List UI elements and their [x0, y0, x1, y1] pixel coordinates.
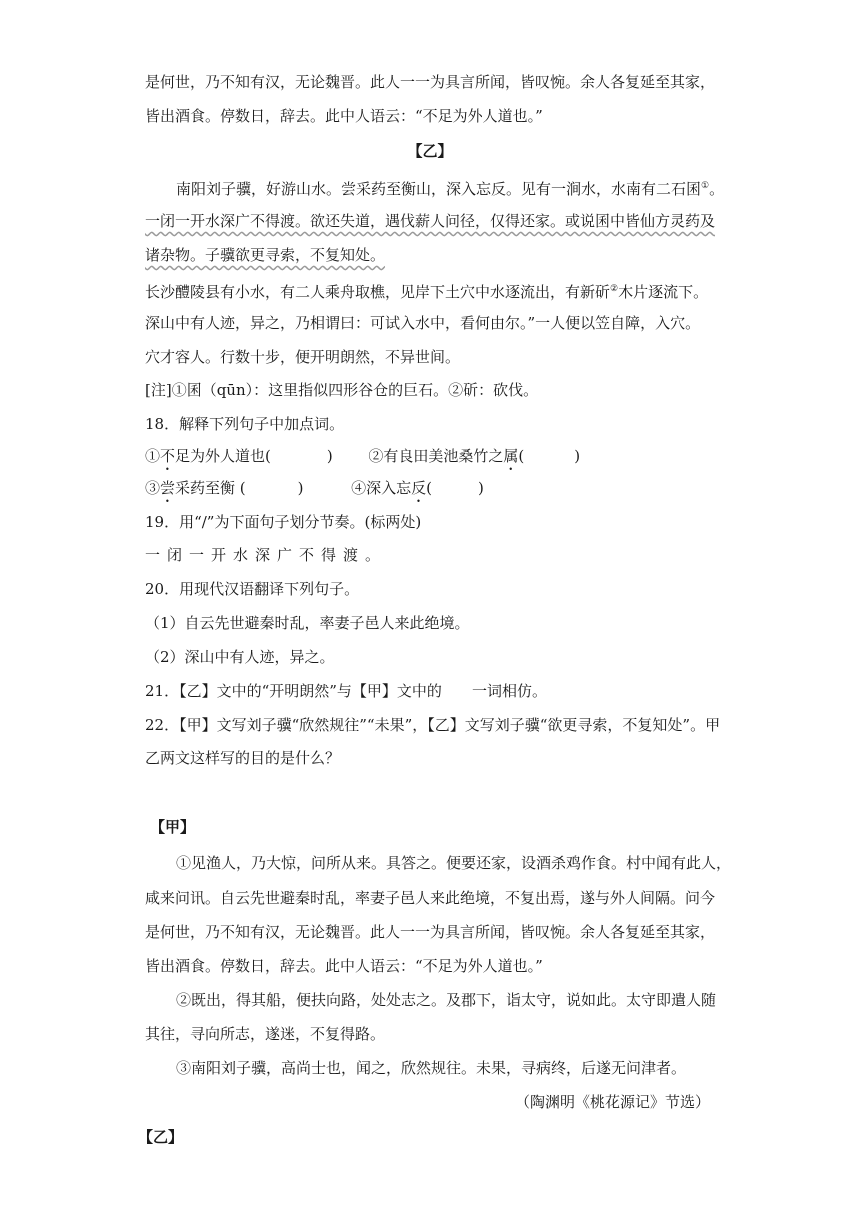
- q18-item-1-text: 足为外人道也(: [175, 447, 271, 465]
- footnote-marker-2: ②: [610, 284, 619, 294]
- q18-item-3: [145, 479, 304, 497]
- jia-p2-line-2: 其往，寻向所志，遂迷，不复得路。: [145, 1025, 386, 1043]
- yi-heading-bottom: 【乙】: [138, 1128, 184, 1146]
- question-20-item-2: （2）深山中有人迹，异之。: [145, 648, 335, 666]
- jia-p1-line-4: 皆出酒食。停数日，辞去。此中人语云：“不足为外人道也。”: [145, 957, 543, 975]
- top-passage-line-2: 皆出酒食。停数日，辞去。此中人语云：“不足为外人道也。”: [145, 107, 543, 125]
- q18-item-3-close: ): [297, 479, 304, 497]
- yi-p1-line-2: 一闭一开水深广不得渡。欲还失道，遇伐薪人问径，仅得还家。或说囷中皆仙方灵药及: [145, 212, 716, 230]
- q18-item-1-close: ): [326, 447, 333, 465]
- q18-item-3-text: 采药至衡 (: [175, 479, 246, 497]
- yi-p1-line-3: 诸杂物。子骥欲更寻索，不复知处。: [145, 246, 386, 264]
- jia-p1-line-2: 咸来问讯。自云先世避秦时乱，率妻子邑人来此绝境，不复出焉，遂与外人间隔。问今: [145, 889, 716, 907]
- question-18-items-row-2: [145, 478, 484, 506]
- yi-p2-line-1: [145, 279, 708, 302]
- jia-p3-line-1: ③南阳刘子骥，高尚士也，闻之，欣然规往。未果，寻病终，后遂无问津者。: [176, 1059, 687, 1077]
- question-18: 18．解释下列句子中加点词。: [145, 415, 345, 433]
- yi-p2-line-2: 深山中有人迹，异之，乃相谓曰：可试入水中，看何由尔。”一人便以笠自障，入穴。: [145, 314, 701, 332]
- yi-p1-line-1-end: 。: [709, 180, 725, 198]
- jia-p1-line-3: 是何世，乃不知有汉，无论魏晋。此人一一为具言所闻，皆叹惋。余人各复延至其家，: [145, 923, 716, 941]
- yi-p1-line-1-text: 南阳刘子骥，好游山水。尝采药至衡山，深入忘反。见有一涧水，水南有二石囷: [176, 180, 702, 198]
- yi-heading: 【乙】: [407, 142, 453, 160]
- q18-item-4-dotted-word: 反: [411, 479, 427, 497]
- q18-item-2-prefix: ②有良田美池桑竹之: [368, 447, 504, 465]
- jia-source: （陶渊明《桃花源记》节选）: [514, 1093, 710, 1111]
- q18-item-4: [351, 479, 484, 497]
- question-21-end: 一词相仿。: [471, 682, 547, 700]
- question-19-sentence: 一闭一开水深广不得渡。: [145, 546, 388, 564]
- yi-p1-line-1: [176, 176, 724, 199]
- q18-item-1: [145, 447, 333, 465]
- question-22-line-1: 22．【甲】文写刘子骥“欣然规往”“未果”，【乙】文写刘子骥“欲更寻索，不复知处”。甲: [145, 716, 721, 734]
- question-20: 20．用现代汉语翻译下列句子。: [145, 580, 360, 598]
- question-21-text: 21．【乙】文中的“开明朗然”与【甲】文中的: [145, 682, 442, 700]
- question-19: 19．用“/”为下面句子划分节奏。(标两处): [145, 513, 422, 531]
- q18-item-2-close: ): [574, 447, 581, 465]
- q18-item-2-text: (: [518, 447, 525, 465]
- q18-item-4-close: ): [477, 479, 484, 497]
- jia-p1-line-1: ①见渔人，乃大惊，问所从来。具答之。便要还家，设酒杀鸡作食。村中闻有此人，: [176, 854, 732, 872]
- top-passage-line-1: 是何世，乃不知有汉，无论魏晋。此人一一为具言所闻，皆叹惋。余人各复延至其家，: [145, 73, 716, 91]
- annotation-note: [注]①囷（qūn）：这里指似四形谷仓的巨石。②斫：砍伐。: [145, 381, 539, 399]
- yi-p2-line-1-text: 长沙醴陵县有小水，有二人乘舟取樵，见岸下土穴中水逐流出，有新斫: [145, 283, 611, 301]
- question-22-line-2: 乙两文这样写的目的是什么？: [145, 749, 341, 767]
- q18-item-2-dotted-word: 属: [503, 447, 519, 465]
- q18-item-1-dotted-word: 不: [160, 447, 176, 465]
- jia-heading: 【甲】: [150, 818, 196, 836]
- q18-item-4-prefix: ④深入忘: [351, 479, 412, 497]
- question-20-item-1: （1）自云先世避秦时乱，率妻子邑人来此绝境。: [145, 614, 470, 632]
- footnote-marker-1: ①: [701, 181, 710, 191]
- q18-item-3-prefix: ③: [145, 479, 161, 497]
- q18-item-2: [368, 447, 580, 465]
- q18-item-1-prefix: ①: [145, 447, 161, 465]
- q18-item-4-text: (: [426, 479, 432, 497]
- jia-p2-line-1: ②既出，得其船，便扶向路，处处志之。及郡下，诣太守，说如此。太守即遣人随: [176, 991, 717, 1009]
- yi-p2-line-1-end: 木片逐流下。: [618, 283, 709, 301]
- question-18-items-row-1: [145, 446, 580, 474]
- q18-item-3-dotted-word: 尝: [160, 479, 176, 497]
- yi-p2-line-3: 穴才容人。行数十步，便开明朗然，不异世间。: [145, 348, 461, 366]
- question-21: [145, 681, 547, 701]
